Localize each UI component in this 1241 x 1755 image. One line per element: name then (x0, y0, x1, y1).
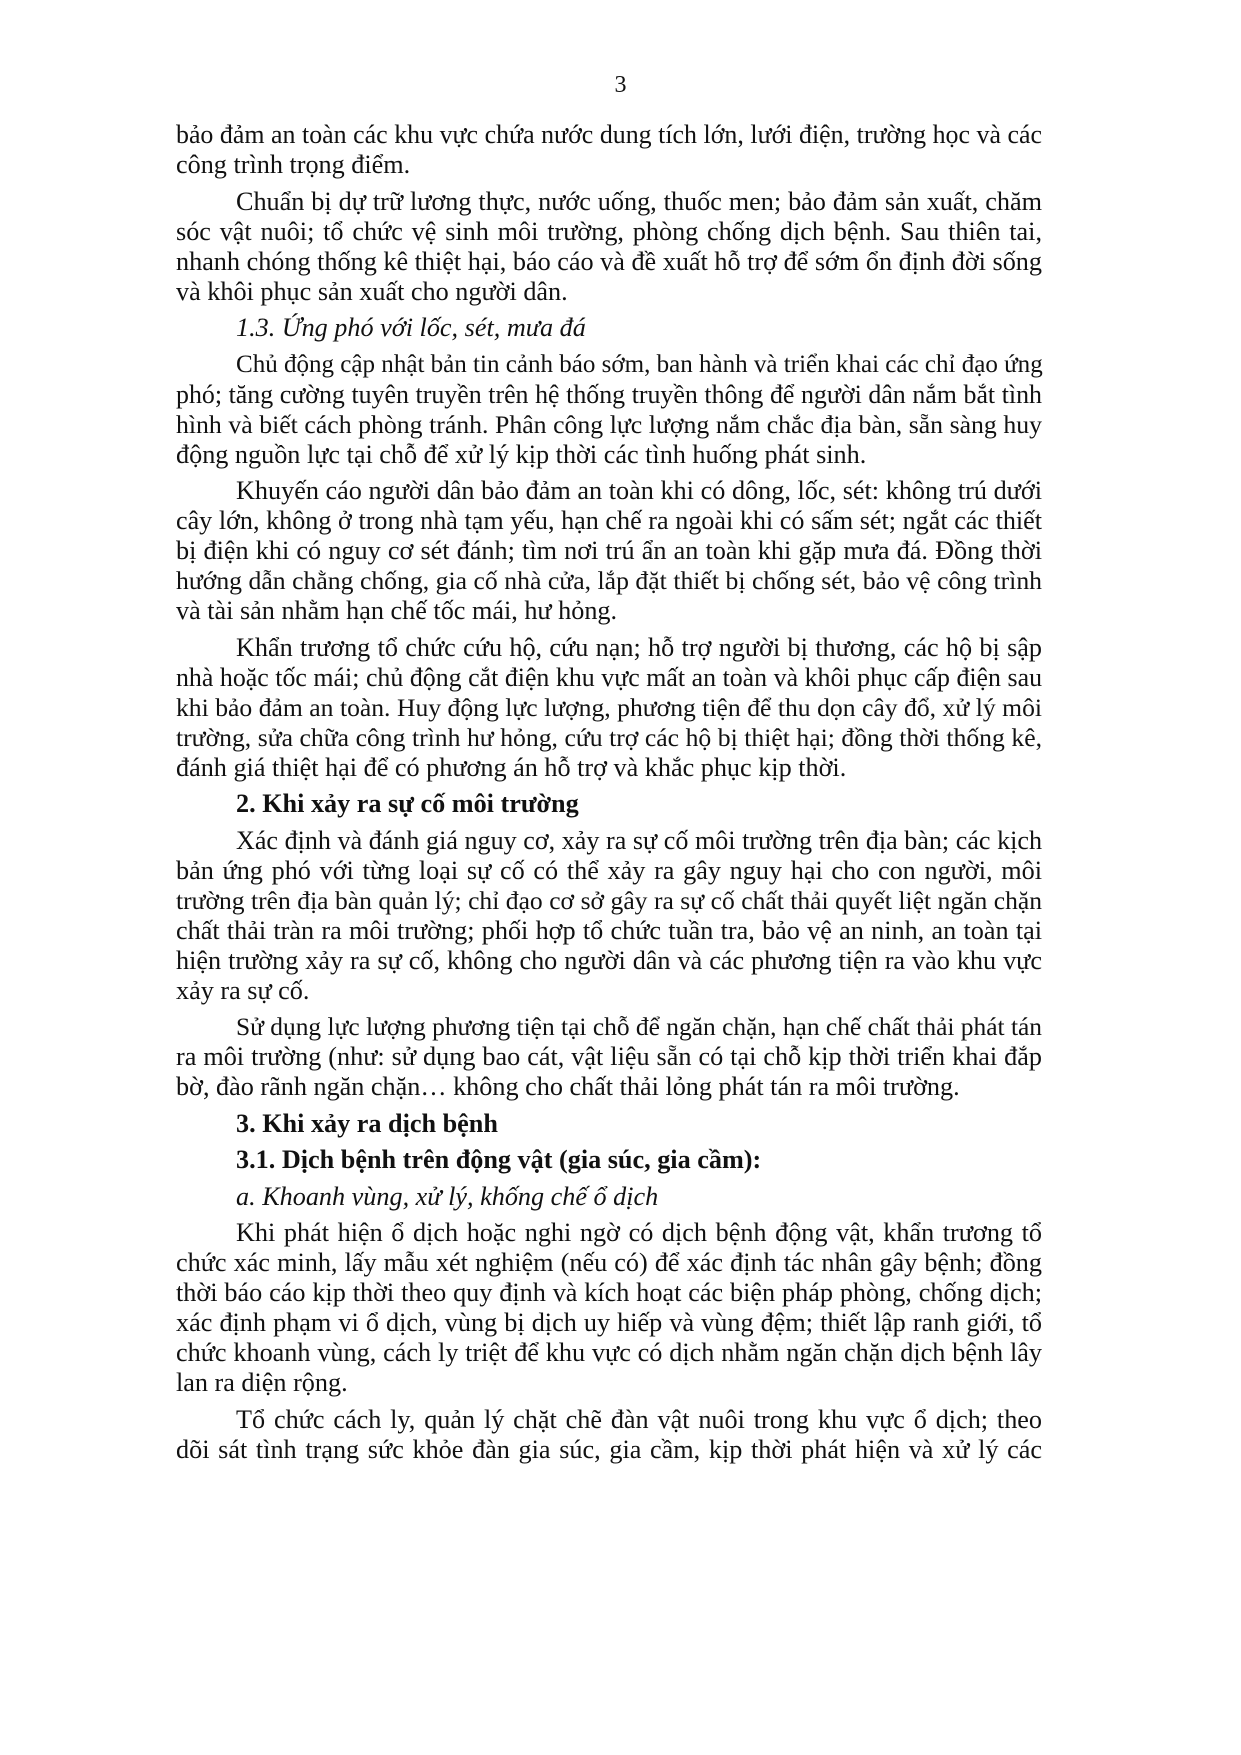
text-line: chức xác minh, lấy mẫu xét nghiệm (nếu có) để xác định tác nhân gây bệnh; đồng (176, 1248, 1042, 1277)
subsection-heading: a. Khoanh vùng, xử lý, khống chế ổ dịch (236, 1181, 659, 1211)
text-line: xảy ra sự cố. (176, 975, 310, 1005)
section-heading: 3.1. Dịch bệnh trên động vật (gia súc, gia cầm): (236, 1145, 762, 1174)
text-line: thời báo cáo kịp thời theo quy định và kích hoạt các biện pháp phòng, chống dịch; (176, 1278, 1042, 1307)
document-body (176, 120, 1042, 1471)
text-line: Xác định và đánh giá nguy cơ, xảy ra sự cố môi trường trên địa bàn; các kịch (236, 825, 1042, 855)
text-line: cây lớn, không ở trong nhà tạm yếu, hạn chế ra ngoài khi có sấm sét; ngắt các thiết (176, 506, 1042, 535)
text-line: khi bảo đảm an toàn. Huy động lực lượng, phương tiện để thu dọn cây đổ, xử lý môi (176, 692, 1042, 722)
text-line: bị điện khi có nguy cơ sét đánh; tìm nơi trú ẩn an toàn khi gặp mưa đá. Đồng thời (176, 536, 1042, 565)
paragraph (176, 476, 1042, 626)
text-line: Khẩn trương tổ chức cứu hộ, cứu nạn; hỗ trợ người bị thương, các hộ bị sập (236, 632, 1042, 662)
text-line: lan ra diện rộng. (176, 1368, 348, 1397)
text-line: động nguồn lực tại chỗ để xử lý kịp thời các tình huống phát sinh. (176, 439, 867, 469)
text-line: bản ứng phó với từng loại sự cố có thể xảy ra gây nguy hại cho con người, môi (176, 855, 1042, 885)
paragraph (176, 120, 1042, 180)
text-line: Chuẩn bị dự trữ lương thực, nước uống, thuốc men; bảo đảm sản xuất, chăm (236, 186, 1042, 216)
text-line: bảo đảm an toàn các khu vực chứa nước dung tích lớn, lưới điện, trường học và các (176, 120, 1042, 149)
paragraph (176, 187, 1042, 307)
paragraph (176, 1012, 1042, 1102)
text-line: Sử dụng lực lượng phương tiện tại chỗ để ngăn chặn, hạn chế chất thải phát tán (236, 1012, 1042, 1041)
text-line: chức khoanh vùng, cách ly triệt để khu vực có dịch nhằm ngăn chặn dịch bệnh lây (176, 1338, 1042, 1367)
page-number: 3 (614, 72, 627, 98)
text-line: đánh giá thiệt hại để có phương án hỗ trợ và khắc phục kịp thời. (176, 752, 847, 782)
text-line: công trình trọng điểm. (176, 150, 411, 179)
paragraph (176, 1405, 1042, 1465)
text-line: nhà hoặc tốc mái; chủ động cắt điện khu vực mất an toàn và khôi phục cấp điện sau (176, 662, 1042, 692)
text-line: hiện trường xảy ra sự cố, không cho người dân và các phương tiện ra vào khu vực (176, 945, 1042, 975)
paragraph (176, 1218, 1042, 1398)
section-heading: 2. Khi xảy ra sự cố môi trường (236, 789, 579, 818)
text-line: bờ, đào rãnh ngăn chặn… không cho chất thải lỏng phát tán ra môi trường. (176, 1072, 960, 1101)
section-heading: 3. Khi xảy ra dịch bệnh (236, 1108, 498, 1138)
text-line: hướng dẫn chằng chống, gia cố nhà cửa, lắp đặt thiết bị chống sét, bảo vệ công trình (176, 566, 1042, 595)
text-line: và tài sản nhằm hạn chế tốc mái, hư hỏng. (176, 596, 618, 625)
text-line: nhanh chóng thống kê thiệt hại, báo cáo và đề xuất hỗ trợ để sớm ổn định đời sống (176, 246, 1042, 276)
text-line: phó; tăng cường tuyên truyền trên hệ thống truyền thông để người dân nắm bắt tình (176, 379, 1042, 409)
text-line: trường trên địa bàn quản lý; chỉ đạo cơ sở gây ra sự cố chất thải quyết liệt ngăn chặn (176, 885, 1042, 915)
paragraph (176, 826, 1042, 1006)
subsection-heading: 1.3. Ứng phó với lốc, sét, mưa đá (236, 313, 586, 342)
text-line: xác định phạm vi ổ dịch, vùng bị dịch uy hiếp và vùng đệm; thiết lập ranh giới, tổ (176, 1308, 1042, 1337)
text-line: trường, sửa chữa công trình hư hỏng, cứu trợ các hộ bị thiệt hại; đồng thời thống kê, (176, 722, 1042, 752)
text-line: Chủ động cập nhật bản tin cảnh báo sớm, ban hành và triển khai các chỉ đạo ứng (236, 350, 1043, 378)
text-line: chất thải tràn ra môi trường; phối hợp tổ chức tuần tra, bảo vệ an ninh, an toàn tại (176, 915, 1042, 945)
text-line: và khôi phục sản xuất cho người dân. (176, 276, 568, 306)
text-line: sóc vật nuôi; tổ chức vệ sinh môi trường, phòng chống dịch bệnh. Sau thiên tai, (176, 216, 1042, 246)
text-line: Khi phát hiện ổ dịch hoặc nghi ngờ có dịch bệnh động vật, khẩn trương tổ (236, 1218, 1042, 1247)
text-line: ra môi trường (như: sử dụng bao cát, vật liệu sẵn có tại chỗ kịp thời triển khai đắp (176, 1042, 1042, 1071)
text-line: Khuyến cáo người dân bảo đảm an toàn khi có dông, lốc, sét: không trú dưới (236, 476, 1042, 505)
paragraph (176, 350, 1042, 470)
text-line: hình và biết cách phòng tránh. Phân công lực lượng nắm chắc địa bàn, sẵn sàng huy (176, 409, 1042, 439)
text-line: dõi sát tình trạng sức khỏe đàn gia súc, gia cầm, kịp thời phát hiện và xử lý các (176, 1434, 1042, 1464)
paragraph (176, 633, 1042, 783)
text-line: Tổ chức cách ly, quản lý chặt chẽ đàn vật nuôi trong khu vực ổ dịch; theo (236, 1404, 1042, 1434)
